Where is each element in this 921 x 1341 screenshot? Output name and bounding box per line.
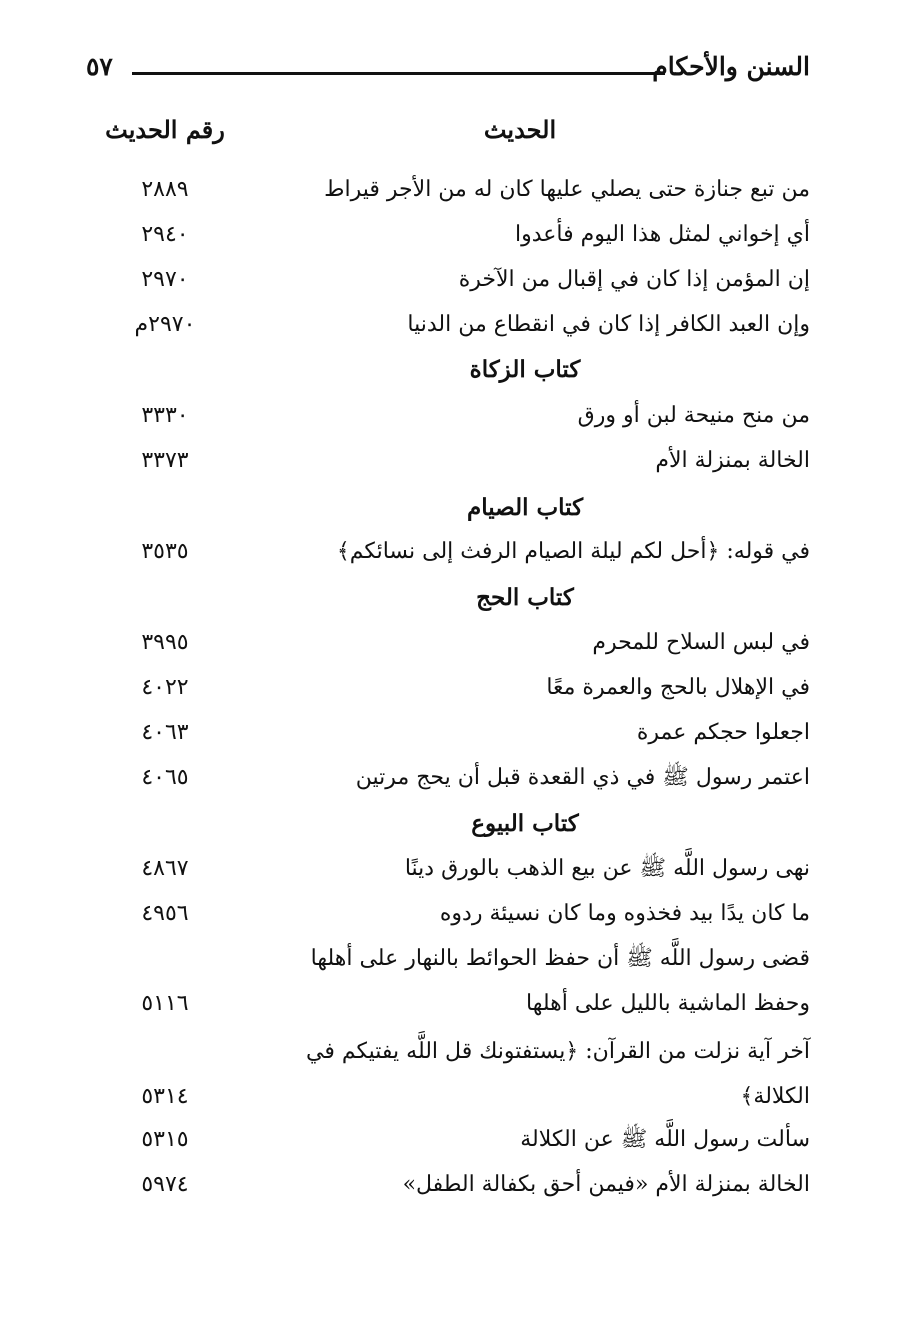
hadith-number: ٣٣٣٠: [141, 403, 189, 428]
hadith-text: الخالة بمنزلة الأم: [655, 448, 810, 473]
index-row: [100, 532, 810, 577]
hadith-number: ٢٩٧٠: [141, 267, 189, 292]
index-row: [100, 1029, 810, 1119]
hadith-number: ٣٩٩٥: [141, 630, 189, 655]
index-row: [100, 623, 810, 668]
column-heading-number: رقم الحديث: [105, 115, 225, 144]
hadith-number: ٥٣١٥: [141, 1127, 189, 1152]
column-heading-hadith: الحديث: [483, 115, 557, 144]
hadith-number: ٤٠٦٥: [141, 765, 189, 790]
section-heading-siyam: كتاب الصيام: [466, 494, 584, 521]
hadith-text: وإن العبد الكافر إذا كان في انقطاع من الدنيا: [407, 312, 810, 337]
hadith-number: ٢٩٤٠: [141, 222, 189, 247]
hadith-number: ٤٨٦٧: [141, 856, 189, 881]
section-heading-hajj: كتاب الحج: [476, 584, 574, 611]
index-row: [100, 1120, 810, 1165]
index-row: [100, 939, 810, 984]
page-header: [86, 52, 810, 96]
index-row: [100, 305, 810, 350]
hadith-text: من منح منيحة لبن أو ورق: [577, 403, 810, 428]
hadith-number: ٢٨٨٩: [141, 177, 189, 202]
section-heading-zakat: كتاب الزكاة: [469, 356, 581, 383]
hadith-text: اعتمر رسول ﷺ في ذي القعدة قبل أن يحج مرتين: [355, 765, 810, 790]
hadith-text: الخالة بمنزلة الأم «فيمن أحق بكفالة الطفل»: [402, 1172, 810, 1197]
index-row: [100, 758, 810, 803]
hadith-text: اجعلوا حجكم عمرة: [636, 720, 810, 745]
page-number: ٥٧: [86, 52, 113, 81]
hadith-text: في لبس السلاح للمحرم: [592, 630, 810, 655]
index-row: [100, 668, 810, 713]
index-row: [100, 396, 810, 441]
hadith-number: ٤٠٦٣: [141, 720, 189, 745]
index-row: [100, 713, 810, 758]
hadith-number: ٥٣١٤: [141, 1084, 189, 1109]
index-row: [100, 894, 810, 939]
hadith-number: ٤٠٢٢: [141, 675, 189, 700]
hadith-text: ما كان يدًا بيد فخذوه وما كان نسيئة ردوه: [439, 901, 810, 926]
hadith-text: وحفظ الماشية بالليل على أهلها: [525, 991, 810, 1016]
hadith-text: قضى رسول اللَّه ﷺ أن حفظ الحوائط بالنهار على أهلها: [310, 946, 810, 971]
index-row: [100, 849, 810, 894]
index-row: [100, 260, 810, 305]
index-row: [100, 984, 810, 1029]
index-row: [100, 1165, 810, 1210]
hadith-text: سألت رسول اللَّه ﷺ عن الكلالة: [520, 1127, 810, 1152]
hadith-number: ٥١١٦: [141, 991, 189, 1016]
hadith-text: أي إخواني لمثل هذا اليوم فأعدوا: [514, 222, 810, 247]
hadith-text: في الإهلال بالحج والعمرة معًا: [546, 675, 810, 700]
hadith-text: في قوله: ﴿أحل لكم ليلة الصيام الرفث إلى نسائكم﴾: [336, 539, 810, 564]
running-title: السنن والأحكام: [652, 52, 810, 81]
hadith-number: ٣٥٣٥: [141, 539, 189, 564]
hadith-text: من تبع جنازة حتى يصلي عليها كان له من الأجر قيراط: [324, 177, 810, 202]
hadith-number: ٣٣٧٣: [141, 448, 189, 473]
index-row: [100, 441, 810, 486]
hadith-number: ٤٩٥٦: [141, 901, 189, 926]
hadith-text: إن المؤمن إذا كان في إقبال من الآخرة: [458, 267, 810, 292]
section-heading-buyu: كتاب البيوع: [471, 810, 579, 837]
hadith-text: آخر آية نزلت من القرآن: ﴿يستفتونك قل اللَّه يفتيكم في الكلالة﴾: [305, 1039, 810, 1109]
index-row: [100, 215, 810, 260]
hadith-text: نهى رسول اللَّه ﷺ عن بيع الذهب بالورق دينًا: [404, 856, 810, 881]
header-rule: [132, 72, 665, 75]
hadith-number: ٢٩٧٠م: [134, 312, 196, 337]
hadith-number: ٥٩٧٤: [141, 1172, 189, 1197]
index-row: [100, 170, 810, 215]
